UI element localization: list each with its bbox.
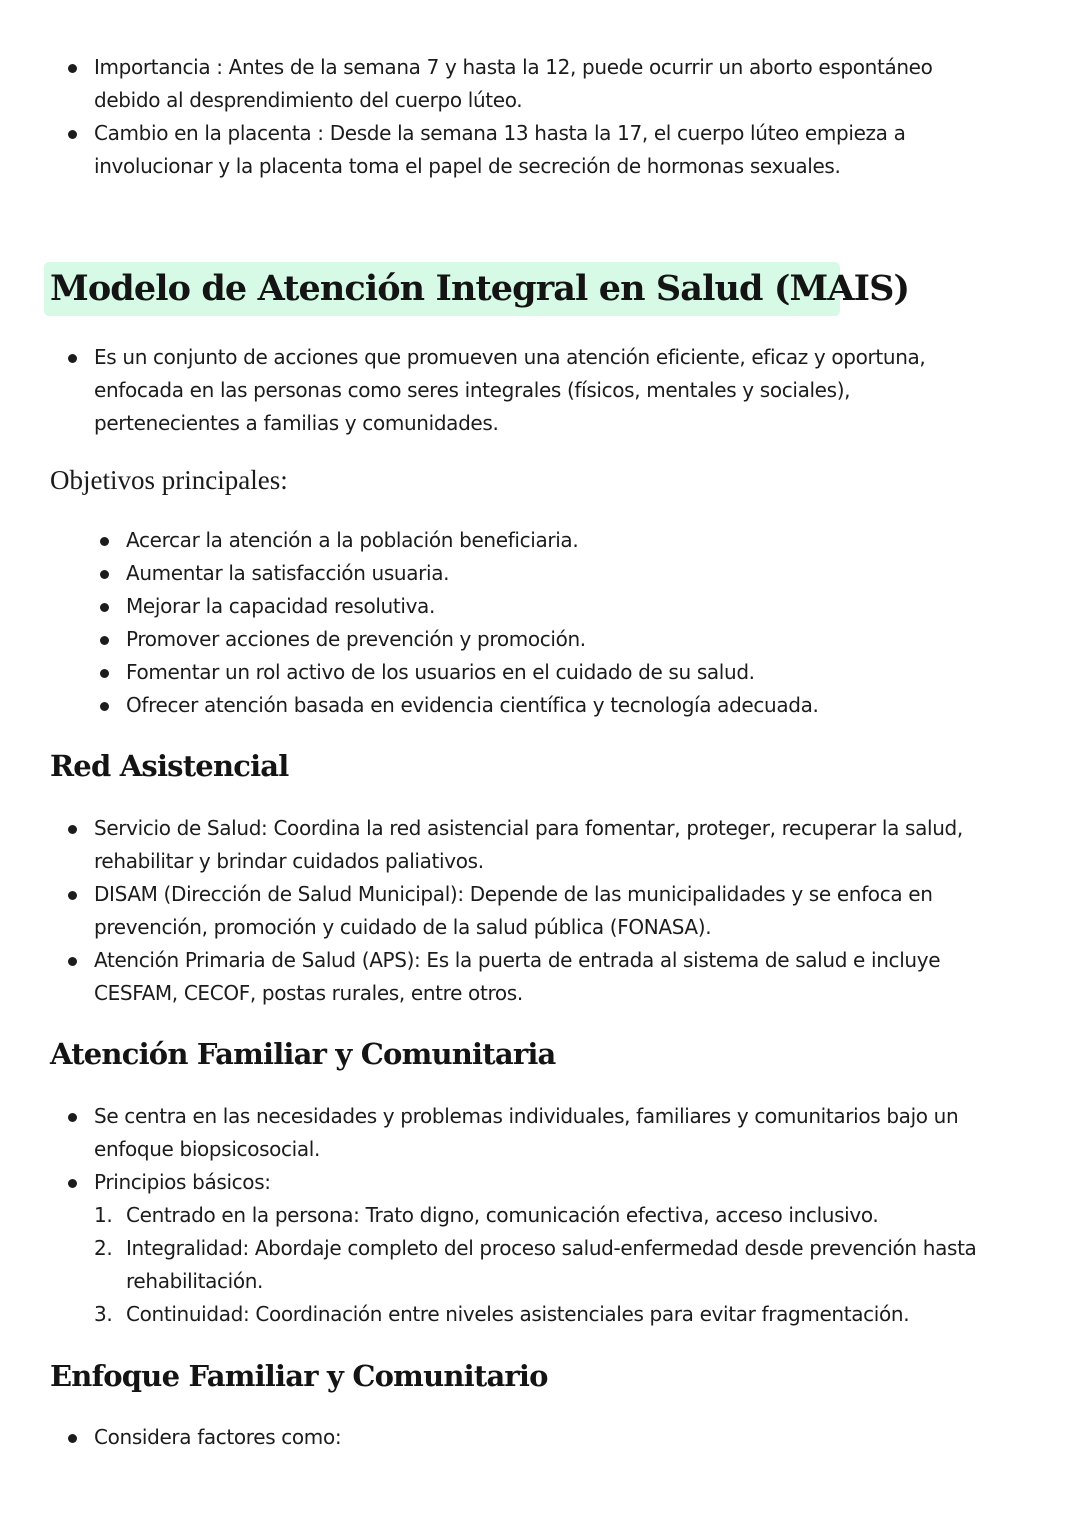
bullet-icon <box>68 825 77 834</box>
atencion-familiar-list <box>0 1100 1080 1331</box>
list-item: Considera factores como: <box>0 1421 1080 1454</box>
bullet-icon <box>100 702 109 711</box>
objectives-heading: Objetivos principales: <box>50 465 288 495</box>
enfoque-familiar-list <box>0 1421 1080 1454</box>
list-item: Servicio de Salud: Coordina la red asistencial para fomentar, proteger, recuperar la salud, rehabilitar y brindar cuidados paliativos. <box>0 812 1080 878</box>
bullet-icon <box>100 636 109 645</box>
list-item: Se centra en las necesidades y problemas individuales, familiares y comunitarios bajo un enfoque biopsicosocial. <box>0 1100 1080 1166</box>
bullet-icon <box>68 354 77 363</box>
list-item: Cambio en la placenta : Desde la semana 13 hasta la 17, el cuerpo lúteo empieza a involucionar y la placenta toma el papel de secreción de hormonas sexuales. <box>0 117 1080 183</box>
item-number: 2. <box>94 1236 113 1260</box>
list-item: Acercar la atención a la población beneficiaria. <box>0 524 1080 557</box>
numbered-item: 3. Continuidad: Coordinación entre niveles asistenciales para evitar fragmentación. <box>0 1298 1080 1331</box>
list-item: DISAM (Dirección de Salud Municipal): Depende de las municipalidades y se enfoca en prevención, promoción y cuidado de la salud pública (FONASA). <box>0 878 1080 944</box>
principles-list <box>0 1199 1080 1331</box>
bullet-icon <box>68 1434 77 1443</box>
list-item: Principios básicos: <box>0 1166 1080 1199</box>
bullet-icon <box>68 957 77 966</box>
list-item: Importancia : Antes de la semana 7 y hasta la 12, puede ocurrir un aborto espontáneo debido al desprendimiento del cuerpo lúteo. <box>0 51 1080 117</box>
mais-description <box>0 341 1080 440</box>
bullet-icon <box>100 669 109 678</box>
item-number: 3. <box>94 1302 113 1326</box>
intro-list <box>0 51 1080 183</box>
bullet-icon <box>68 891 77 900</box>
bullet-icon <box>68 130 77 139</box>
bullet-icon <box>68 1113 77 1122</box>
list-item: Fomentar un rol activo de los usuarios en el cuidado de su salud. <box>0 656 1080 689</box>
red-asistencial-list <box>0 812 1080 1010</box>
bullet-icon <box>100 570 109 579</box>
list-item: Atención Primaria de Salud (APS): Es la puerta de entrada al sistema de salud e incluye CESFAM, CECOF, postas rurales, entre otros. <box>0 944 1080 1010</box>
list-item: Promover acciones de prevención y promoción. <box>0 623 1080 656</box>
bullet-icon <box>100 603 109 612</box>
list-item: Es un conjunto de acciones que promueven una atención eficiente, eficaz y oportuna, enfocada en las personas como seres integrales (físicos, mentales y sociales), pertenecientes a familias y comunidades. <box>0 341 1080 440</box>
numbered-item: 1. Centrado en la persona: Trato digno, comunicación efectiva, acceso inclusivo. <box>0 1199 1080 1232</box>
item-number: 1. <box>94 1203 113 1227</box>
section-heading-enfoque-familiar: Enfoque Familiar y Comunitario <box>50 1359 548 1393</box>
list-item: Aumentar la satisfacción usuaria. <box>0 557 1080 590</box>
bullet-icon <box>100 537 109 546</box>
section-heading-atencion-familiar: Atención Familiar y Comunitaria <box>50 1037 556 1071</box>
bullet-icon <box>68 1179 77 1188</box>
list-item: Mejorar la capacidad resolutiva. <box>0 590 1080 623</box>
section-heading-red-asistencial: Red Asistencial <box>50 749 289 783</box>
objectives-list <box>0 524 1080 722</box>
bullet-icon <box>68 64 77 73</box>
numbered-item: 2. Integralidad: Abordaje completo del proceso salud-enfermedad desde prevención hasta rehabilitación. <box>0 1232 1080 1298</box>
list-item: Ofrecer atención basada en evidencia científica y tecnología adecuada. <box>0 689 1080 722</box>
page-title: Modelo de Atención Integral en Salud (MAIS) <box>50 268 910 309</box>
